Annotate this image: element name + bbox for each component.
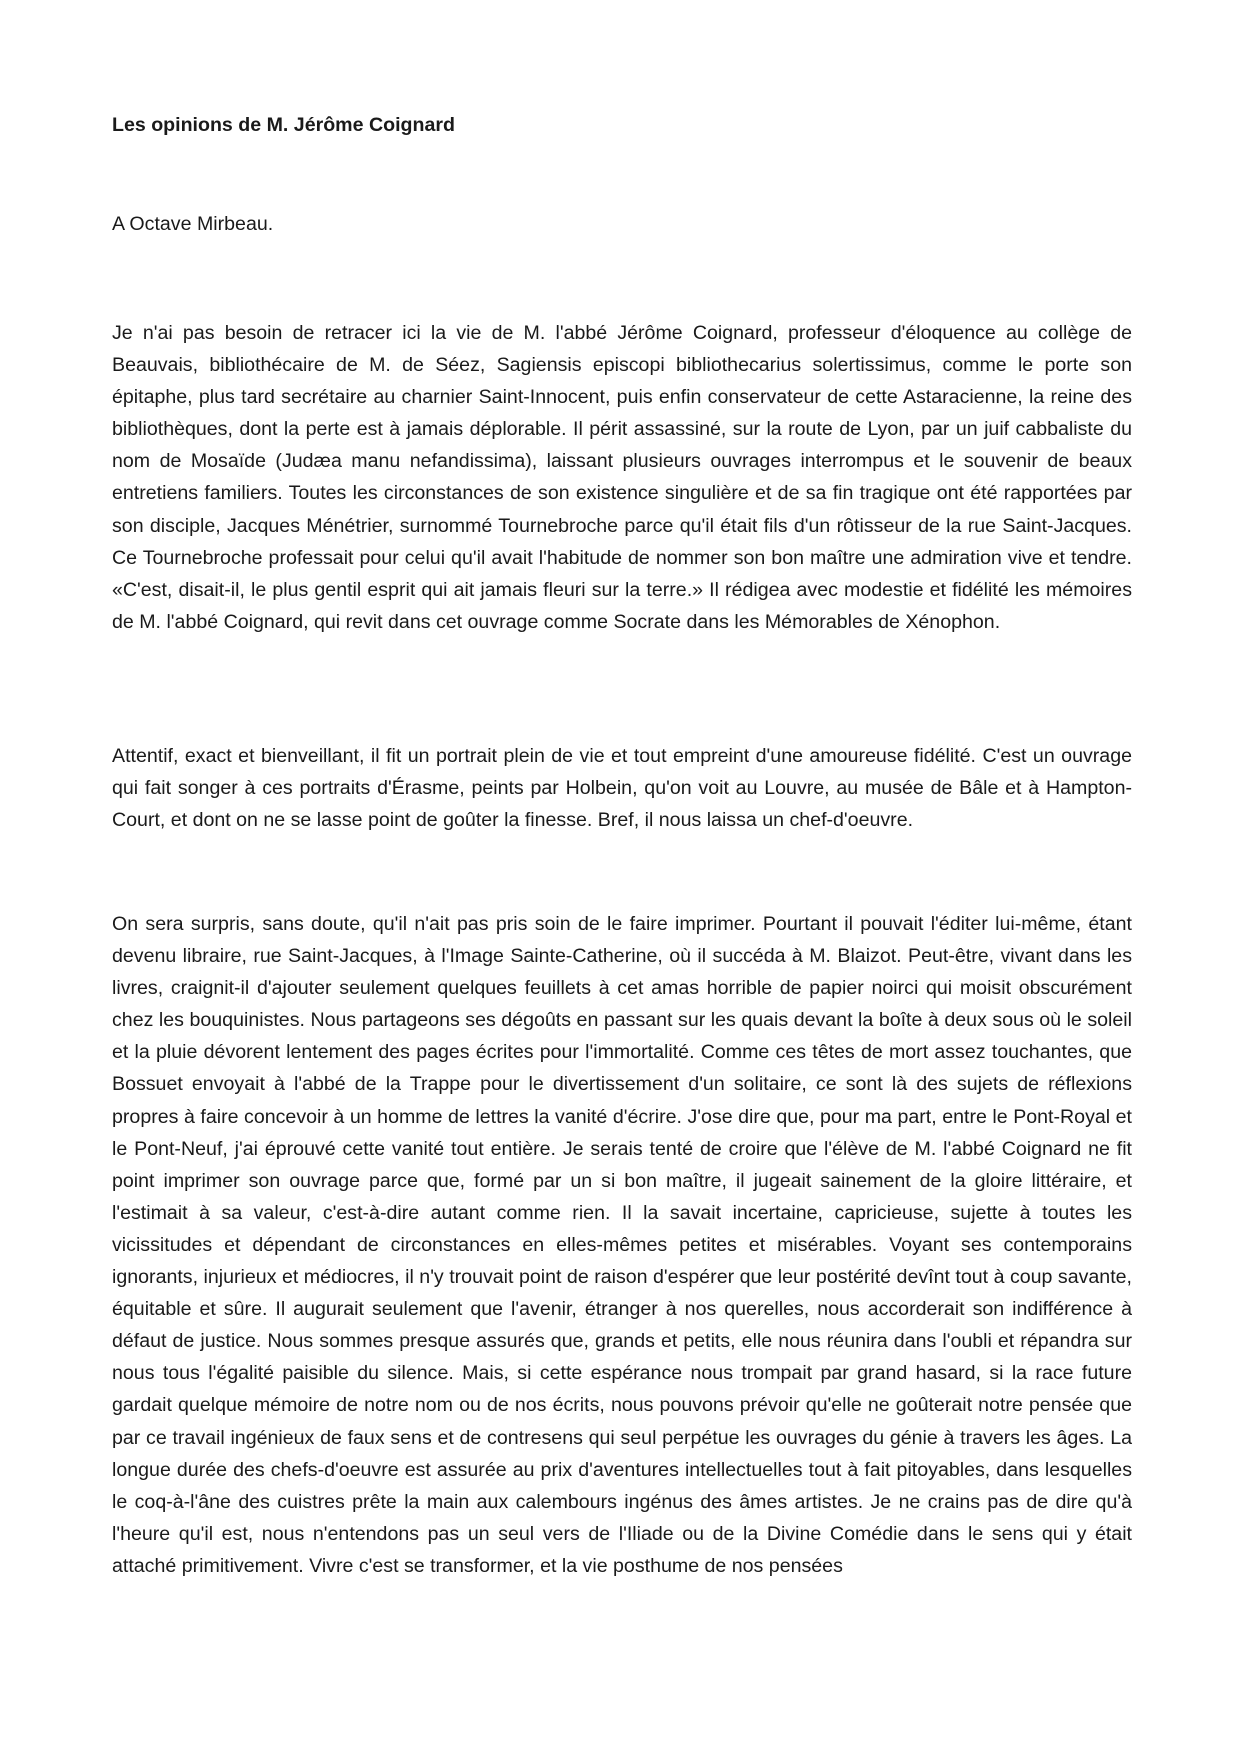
paragraph-1: Je n'ai pas besoin de retracer ici la vie de M. l'abbé Jérôme Coignard, professeur d'éloquence au collège de Beauvais, bibliothécaire de M. de Séez, Sagiensis episcopi bibliothecarius solertissimus, comme le porte son épitaphe, plus tard secrétaire au charnier Saint-Innocent, puis enfin conservateur de cette Astaracienne, la reine des bibliothèques, dont la perte est à jamais déplorable. Il périt assassiné, sur la route de Lyon, par un juif cabbaliste du nom de Mosaïde (Judæa manu nefandissima), laissant plusieurs ouvrages interrompus et le souvenir de beaux entretiens familiers. Toutes les circonstances de son existence singulière et de sa fin tragique ont été rapportées par son disciple, Jacques Ménétrier, surnommé Tournebroche parce qu'il était fils d'un rôtisseur de la rue Saint-Jacques. Ce Tournebroche professait pour celui qu'il avait l'habitude de nommer son bon maître une admiration vive et tendre. «C'est, disait-il, le plus gentil esprit qui ait jamais fleuri sur la terre.» Il rédigea avec modestie et fidélité les mémoires de M. l'abbé Coignard, qui revit dans cet ouvrage comme Socrate dans les Mémorables de Xénophon. xyxy=(112,322,1132,633)
document-title: Les opinions de M. Jérôme Coignard xyxy=(112,114,455,136)
document-page xyxy=(112,109,1132,1577)
paragraph-2: Attentif, exact et bienveillant, il fit un portrait plein de vie et tout empreint d'une amoureuse fidélité. C'est un ouvrage qui fait songer à ces portraits d'Érasme, peints par Holbein, qu'on voit au Louvre, au musée de Bâle et à Hampton-Court, et dont on ne se lasse point de goûter la finesse. Bref, il nous laissa un chef-d'oeuvre. xyxy=(112,745,1132,832)
dedication: A Octave Mirbeau. xyxy=(112,213,274,235)
paragraph-3: On sera surpris, sans doute, qu'il n'ait pas pris soin de le faire imprimer. Pourtant il pouvait l'éditer lui-même, étant devenu libraire, rue Saint-Jacques, à l'Image Sainte-Catherine, où il succéda à M. Blaizot. Peut-être, vivant dans les livres, craignit-il d'ajouter seulement quelques feuillets à cet amas horrible de papier noirci qui moisit obscurément chez les bouquinistes. Nous partageons ses dégoûts en passant sur les quais devant la boîte à deux sous où le soleil et la pluie dévorent lentement des pages écrites pour l'immortalité. Comme ces têtes de mort assez touchantes, que Bossuet envoyait à l'abbé de la Trappe pour le divertissement d'un solitaire, ce sont là des sujets de réflexions propres à faire concevoir à un homme de lettres la vanité d'écrire. J'ose dire que, pour ma part, entre le Pont-Royal et le Pont-Neuf, j'ai éprouvé cette vanité tout entière. Je serais tenté de croire que l'élève de M. l'abbé Coignard ne fit point imprimer son ouvrage parce que, formé par un si bon maître, il jugeait sainement de la gloire littéraire, et l'estimait à sa valeur, c'est-à-dire autant comme rien. Il la savait incertaine, capricieuse, sujette à toutes les vicissitudes et dépendant de circonstances en elles-mêmes petites et misérables. Voyant ses contemporains ignorants, injurieux et médiocres, il n'y trouvait point de raison d'espérer que leur postérité devînt tout à coup savante, équitable et sûre. Il augurait seulement que l'avenir, étranger à nos querelles, nous accorderait son indifférence à défaut de justice. Nous sommes presque assurés que, grands et petits, elle nous réunira dans l'oubli et répandra sur nous tous l'égalité paisible du silence. Mais, si cette espérance nous trompait par grand hasard, si la race future gardait quelque mémoire de notre nom ou de nos écrits, nous pouvons prévoir qu'elle ne goûterait notre pensée que par ce travail ingénieux de faux sens et de contresens qui seul perpétue les ouvrages du génie à travers les âges. La longue durée des chefs-d'oeuvre est assurée au prix d'aventures intellectuelles tout à fait pitoyables, dans lesquelles le coq-à-l'âne des cuistres prête la main aux calembours ingénus des âmes artistes. Je ne crains pas de dire qu'à l'heure qu'il est, nous n'entendons pas un seul vers de l'Iliade ou de la Divine Comédie dans le sens qui y était attaché primitivement. Vivre c'est se transformer, et la vie posthume de nos pensées xyxy=(112,913,1132,1577)
